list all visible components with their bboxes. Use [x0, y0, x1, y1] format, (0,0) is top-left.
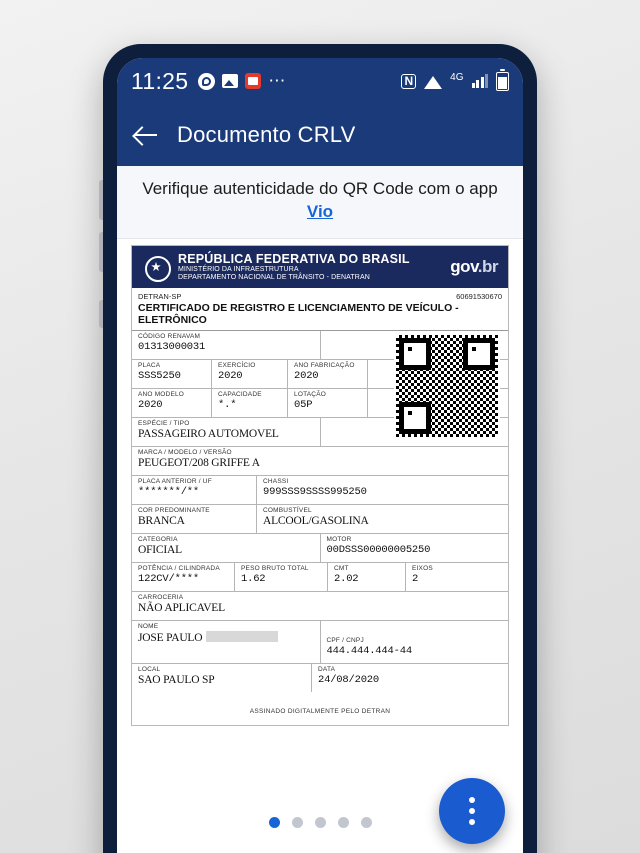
field-label: MARCA / MODELO / VERSÃO	[138, 448, 232, 456]
field-marca-modelo-versao	[132, 447, 508, 475]
nfc-icon: N	[401, 74, 416, 89]
field-label: MOTOR	[326, 535, 352, 543]
field-motor	[321, 534, 509, 562]
field-value: *******/**	[138, 486, 200, 499]
field-lotacao	[288, 389, 368, 417]
field-combustivel	[257, 505, 508, 533]
field-placa	[132, 360, 212, 388]
field-label: CATEGORIA	[138, 535, 178, 543]
field-value: 01313000031	[138, 341, 206, 354]
field-nome	[132, 621, 321, 663]
table-row	[132, 592, 508, 621]
field-codigo-renavam	[132, 331, 321, 359]
field-cor-predominante	[132, 505, 257, 533]
redaction-bar	[206, 631, 278, 642]
field-label: PLACA ANTERIOR / UF	[138, 477, 212, 485]
field-value: ALCOOL/GASOLINA	[263, 515, 369, 528]
more-options-fab[interactable]	[439, 778, 505, 844]
field-label: CMT	[334, 564, 349, 572]
app-bar	[117, 104, 523, 166]
field-value: BRANCA	[138, 515, 185, 528]
field-ano-modelo	[132, 389, 212, 417]
signal-icon	[472, 74, 489, 88]
field-cmt	[328, 563, 406, 591]
govbr-gov: gov	[450, 256, 478, 276]
field-value: 00DSSS00000005250	[326, 544, 431, 557]
field-value: PEUGEOT/208 GRIFFE A	[138, 457, 260, 470]
field-categoria	[132, 534, 321, 562]
document-body	[132, 288, 508, 725]
more-vertical-icon	[469, 797, 475, 803]
govbr-br: .br	[477, 256, 498, 276]
coat-of-arms-icon	[142, 252, 170, 282]
whatsapp-icon	[198, 73, 215, 90]
table-row	[132, 563, 508, 592]
page-title: Documento CRLV	[177, 122, 356, 147]
document-type-title: CERTIFICADO DE REGISTRO E LICENCIAMENTO DE VEÍCULO - ELETRÔNICO	[132, 301, 508, 331]
field-potencia-cilindrada	[132, 563, 235, 591]
field-value: 24/08/2020	[318, 674, 380, 687]
field-capacidade	[212, 389, 288, 417]
field-label: PLACA	[138, 361, 161, 369]
document-container	[117, 239, 523, 726]
field-especie-tipo	[132, 418, 321, 446]
field-local	[132, 664, 312, 692]
field-label: NOME	[138, 622, 159, 630]
field-value: OFICIAL	[138, 544, 182, 557]
govbr-logo	[450, 257, 498, 277]
crlv-document[interactable]	[131, 245, 509, 726]
field-cpf-cnpj	[321, 621, 509, 663]
field-label: DATA	[318, 665, 336, 673]
field-ano-fabricacao	[288, 360, 368, 388]
field-value: 1.62	[241, 573, 266, 586]
document-meta-row	[132, 288, 508, 301]
page-dot-2[interactable]	[292, 817, 303, 828]
field-label: EIXOS	[412, 564, 433, 572]
status-bar	[117, 58, 523, 104]
field-label: ANO MODELO	[138, 390, 185, 398]
field-label: LOTAÇÃO	[294, 390, 326, 398]
document-header	[132, 246, 508, 288]
notice-text: Verifique autenticidade do QR Code com o app	[142, 179, 498, 198]
table-row	[132, 505, 508, 534]
field-label: CAPACIDADE	[218, 390, 262, 398]
field-value: 2.02	[334, 573, 359, 586]
digital-signature-note: ASSINADO DIGITALMENTE PELO DETRAN	[249, 707, 391, 715]
field-value: 999SSS9SSSS995250	[263, 486, 367, 499]
field-value: 05P	[294, 399, 313, 412]
field-value: *.*	[218, 399, 237, 412]
qr-code-icon[interactable]	[394, 333, 500, 439]
back-arrow-icon[interactable]	[133, 122, 159, 148]
field-value: 2	[412, 573, 419, 586]
field-value: 122CV/****	[138, 573, 200, 586]
field-label: LOCAL	[138, 665, 161, 673]
field-carroceria	[132, 592, 508, 620]
network-type-label: 4G	[450, 71, 464, 83]
field-placa-anterior-uf	[132, 476, 257, 504]
page-dot-4[interactable]	[338, 817, 349, 828]
qr-region	[132, 331, 508, 447]
field-label: ANO FABRICAÇÃO	[294, 361, 355, 369]
field-value: 2020	[218, 370, 243, 383]
field-label: CÓDIGO RENAVAM	[138, 332, 201, 340]
field-label: CPF / CNPJ	[326, 636, 364, 644]
field-peso-bruto-total	[235, 563, 328, 591]
phone-screen	[117, 58, 523, 853]
status-clock: 11:25	[131, 67, 189, 94]
field-data	[312, 664, 508, 692]
document-code: 60691530670	[456, 291, 502, 301]
more-icon: ⋯	[268, 71, 287, 90]
field-value: 2020	[138, 399, 163, 412]
field-value: 444.444.444-44	[326, 645, 412, 658]
field-label: PESO BRUTO TOTAL	[241, 564, 309, 572]
table-row	[132, 447, 508, 476]
page-dot-3[interactable]	[315, 817, 326, 828]
page-dot-5[interactable]	[361, 817, 372, 828]
field-label: ESPÉCIE / TIPO	[138, 419, 190, 427]
table-row	[132, 621, 508, 664]
field-value: PASSAGEIRO AUTOMOVEL	[138, 428, 279, 441]
detran-label: DETRAN-SP	[138, 291, 182, 301]
field-value: JOSE PAULO	[138, 631, 314, 644]
phone-frame	[103, 44, 537, 853]
field-value: 2020	[294, 370, 319, 383]
field-value: NÃO APLICAVEL	[138, 602, 225, 615]
field-chassi	[257, 476, 508, 504]
field-label: COMBUSTÍVEL	[263, 506, 312, 514]
field-label: CARROCERIA	[138, 593, 184, 601]
table-row	[132, 476, 508, 505]
page-dot-1[interactable]	[269, 817, 280, 828]
field-label: EXERCÍCIO	[218, 361, 256, 369]
field-label: POTÊNCIA / CILINDRADA	[138, 564, 220, 572]
vio-app-link[interactable]: Vio	[306, 201, 334, 221]
qr-verification-notice	[117, 166, 523, 239]
battery-icon	[496, 72, 509, 91]
field-eixos	[406, 563, 508, 591]
status-system-icons	[401, 72, 509, 91]
republic-title: REPÚBLICA FEDERATIVA DO BRASIL	[178, 252, 410, 267]
ministry-title: MINISTÉRIO DA INFRAESTRUTURA	[178, 266, 299, 274]
red-app-icon	[245, 73, 261, 89]
field-value: SAO PAULO SP	[138, 674, 215, 687]
table-row	[132, 664, 508, 692]
status-notification-icons	[198, 71, 286, 91]
field-label: COR PREDOMINANTE	[138, 506, 210, 514]
table-row	[132, 534, 508, 563]
field-label: CHASSI	[263, 477, 289, 485]
field-exercicio	[212, 360, 288, 388]
gallery-icon	[222, 74, 238, 88]
wifi-icon	[424, 76, 442, 89]
field-value: SSS5250	[138, 370, 181, 383]
department-title: DEPARTAMENTO NACIONAL DE TRÂNSITO - DENATRAN	[178, 273, 370, 281]
